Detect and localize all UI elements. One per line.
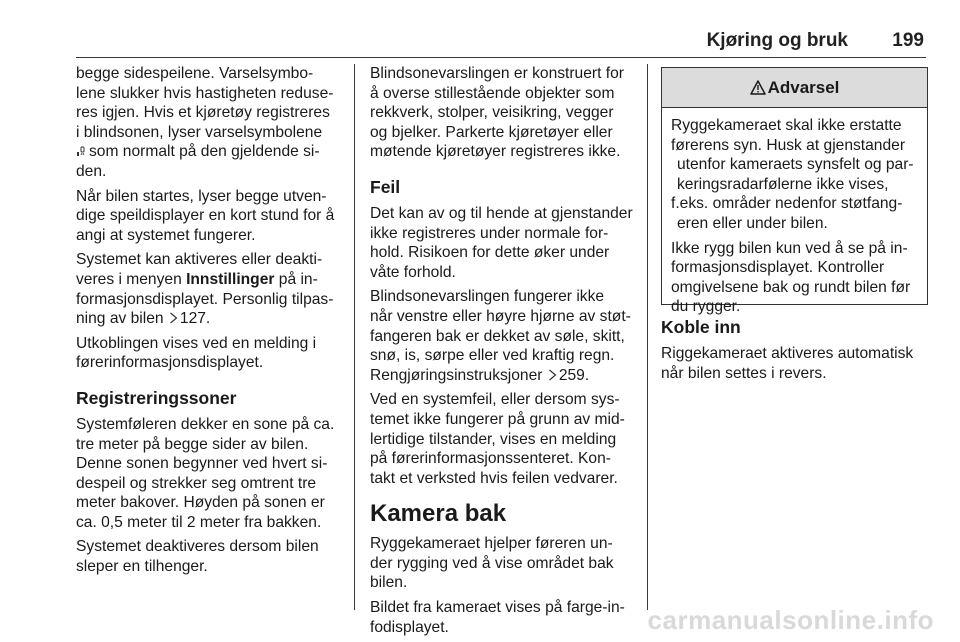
paragraph-bumper-dirt xyxy=(370,287,634,385)
text-line: sleper en tilhenger. xyxy=(76,558,208,576)
text-line: når venstre eller høyre hjørne av støt- xyxy=(370,307,631,325)
column-2 xyxy=(370,64,634,642)
text-line: Ved en systemfeil, eller dersom sys- xyxy=(370,391,620,409)
text-line: Systemføleren dekker en sone på ca. xyxy=(76,415,335,433)
text-line: tre meter på begge sider av bilen. xyxy=(76,435,309,453)
text-line: formasjonsdisplayet. Kontroller xyxy=(671,259,885,277)
text-line: res igjen. Hvis et kjøretøy registreres xyxy=(76,104,330,122)
blind-spot-car-icon xyxy=(76,145,86,157)
text-fragment: som normalt på den gjeldende si- xyxy=(89,143,320,161)
text-line: du rygger. xyxy=(671,298,741,316)
paragraph-camera-display xyxy=(370,598,634,637)
column-divider-1 xyxy=(354,64,355,610)
column-3-lower xyxy=(661,316,928,388)
text-line xyxy=(76,270,346,290)
warning-box xyxy=(661,67,928,316)
paragraph-stationary-objects xyxy=(370,64,634,162)
text-line: eren eller under bilen. xyxy=(677,214,828,232)
text-line: den. xyxy=(76,162,107,180)
warning-title: Advarsel xyxy=(767,77,840,97)
text-line: ikke registreres under normale for- xyxy=(370,224,609,242)
text-line: bilen. xyxy=(370,574,408,592)
text-line: begge sidespeilene. Varselsymbo- xyxy=(76,65,314,82)
text-fragment: Rengjøringsinstruksjoner xyxy=(370,366,547,384)
paragraph-settings xyxy=(76,250,346,328)
text-line: lene slukker hvis hastigheten reduse- xyxy=(76,84,334,102)
warning-body xyxy=(662,108,927,317)
text-line: takt et verksted hvis feilen vedvarer. xyxy=(370,469,618,487)
paragraph-warning-symbols xyxy=(76,64,346,182)
paragraph-startup xyxy=(76,187,346,246)
text-line: når bilen settes i revers. xyxy=(661,364,827,382)
text-line: hold. Risikoen for dette øker under xyxy=(370,244,610,262)
text-line: utenfor kameraets synsfelt og par- xyxy=(677,156,914,174)
text-line: å overse stillestående objekter som xyxy=(370,84,615,102)
paragraph-system-fault xyxy=(370,390,634,488)
paragraph-rear-camera-intro xyxy=(370,534,634,593)
text-line: dige speildisplayer en kort stund for å xyxy=(76,207,335,225)
text-line: formasjonsdisplayet. Personlig tilpas- xyxy=(76,290,334,308)
text-line: Riggekameraet aktiveres automatisk xyxy=(661,345,914,362)
text-line: f.eks. områder nedenfor støtfang- xyxy=(671,195,903,213)
text-line: lertidige tilstander, vises en melding xyxy=(370,430,617,448)
paragraph-zones xyxy=(76,415,346,533)
text-fragment: ning av bilen xyxy=(76,310,168,328)
section-title: Kjøring og bruk xyxy=(706,30,848,51)
warning-header xyxy=(662,68,927,108)
heading-registreringssoner: Registreringssoner xyxy=(76,387,237,408)
text-line: Bildet fra kameraet vises på farge-in- xyxy=(370,599,625,617)
paragraph-detection-failure xyxy=(370,204,634,282)
text-line: Blindsonevarslingen er konstruert for xyxy=(370,65,624,82)
warning-paragraph-1 xyxy=(671,116,921,234)
text-line: temet ikke fungerer på grunn av mid- xyxy=(370,410,625,428)
text-line: Når bilen startes, lyser begge utven- xyxy=(76,187,327,205)
heading-koble-inn: Koble inn xyxy=(661,317,741,337)
text-line: ca. 0,5 meter til 2 meter fra bakken. xyxy=(76,513,322,531)
text-line: våte forhold. xyxy=(370,263,456,281)
column-1 xyxy=(76,64,346,582)
text-line: meter bakover. Høyden på sonen er xyxy=(76,494,325,512)
text-line xyxy=(76,142,346,162)
paragraph-auto-activate xyxy=(661,344,928,383)
text-line: omgivelsene bak og rundt bilen før xyxy=(671,278,911,296)
text-line: snø, is, sørpe eller ved kraftig regn. xyxy=(370,347,615,365)
text-line: Systemet deaktiveres dersom bilen xyxy=(76,538,319,556)
page-reference-arrow-icon xyxy=(548,369,557,381)
text-line: i blindsonen, lyser varselsymbolene xyxy=(76,123,323,141)
text-line: despeil og strekker seg omtrent tre xyxy=(76,474,317,492)
text-line: fodisplayet. xyxy=(370,618,449,636)
menu-name-innstillinger: Innstillinger xyxy=(186,270,275,288)
paragraph-trailer xyxy=(76,537,346,576)
text-line: på førerinformasjonssenteret. Kon- xyxy=(370,450,611,468)
warning-paragraph-2 xyxy=(671,239,921,317)
text-line: og bjelker. Parkerte kjøretøyer eller xyxy=(370,123,613,141)
text-fragment: på in- xyxy=(274,270,318,288)
text-line: fangeren bak er dekket av søle, skitt, xyxy=(370,327,625,345)
text-line: Ryggekameraet skal ikke erstatte xyxy=(671,117,902,134)
text-fragment: veres i menyen xyxy=(76,270,187,288)
text-line: førerens syn. Husk at gjenstander xyxy=(671,136,906,154)
text-line: førerinformasjonsdisplayet. xyxy=(76,354,264,372)
page-number: 199 xyxy=(892,30,924,51)
page-reference: 127. xyxy=(179,310,211,328)
text-line: Det kan av og til hende at gjenstander xyxy=(370,204,633,222)
text-line: Denne sonen begynner ved hvert si- xyxy=(76,455,328,473)
text-line: Blindsonevarslingen fungerer ikke xyxy=(370,288,605,306)
text-line: Systemet kan aktiveres eller deakti- xyxy=(76,251,323,269)
text-line: der rygging ved å vise området bak xyxy=(370,554,614,572)
header-divider xyxy=(76,57,926,58)
text-line: møtende kjøretøyer registreres ikke. xyxy=(370,143,621,161)
text-line xyxy=(370,366,634,386)
column-divider-2 xyxy=(647,64,648,610)
heading-kamera-bak: Kamera bak xyxy=(370,500,507,528)
text-line: Ryggekameraet hjelper føreren un- xyxy=(370,535,613,553)
watermark-url: carmanualsonline.info xyxy=(647,605,934,635)
text-line xyxy=(76,309,346,329)
page-reference: 259. xyxy=(558,366,590,384)
heading-feil: Feil xyxy=(370,176,401,197)
paragraph-disconnect xyxy=(76,334,346,373)
text-line: keringsradarfølerne ikke vises, xyxy=(677,175,889,193)
page-reference-arrow-icon xyxy=(169,312,178,324)
text-line: angi at systemet fungerer. xyxy=(76,226,256,244)
text-line: Utkoblingen vises ved en melding i xyxy=(76,334,317,352)
warning-triangle-icon xyxy=(750,80,766,95)
text-line: rekkverk, stolper, veisikring, vegger xyxy=(370,104,614,122)
text-line: Ikke rygg bilen kun ved å se på in- xyxy=(671,239,908,257)
page-header xyxy=(0,30,960,56)
